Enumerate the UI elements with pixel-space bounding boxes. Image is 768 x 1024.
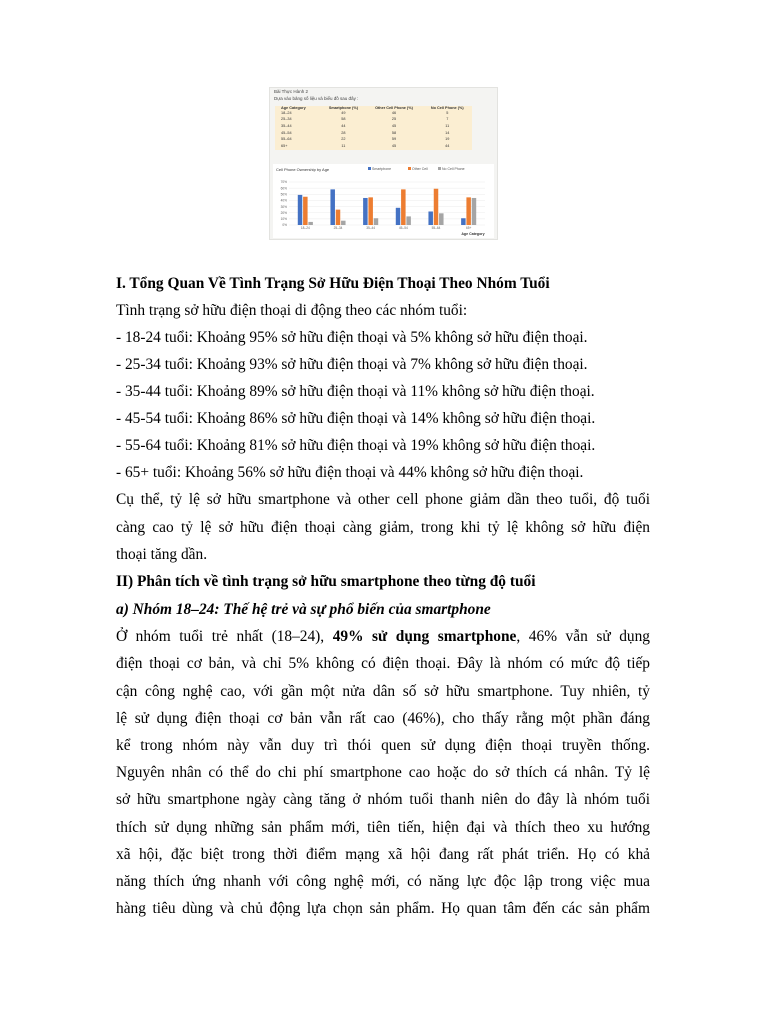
table-cell: 55–64: [281, 137, 292, 142]
y-tick-label: 60%: [280, 186, 287, 191]
bar: [472, 198, 477, 225]
paragraph-text: Ở nhóm tuổi trẻ nhất (18–24),: [116, 628, 333, 645]
table-header: Smartphone (%): [328, 106, 358, 110]
x-tick-label: 65+: [465, 226, 472, 230]
bar: [336, 210, 341, 225]
legend-label: No Cell Phone: [442, 167, 465, 171]
bar: [406, 216, 411, 225]
table-header: Age Category: [281, 106, 306, 110]
table-cell: 65+: [281, 144, 288, 149]
bar: [298, 195, 303, 225]
paragraph-line: kể trong nhóm này vẫn duy trì thói quen sử dụng điện thoại truyền thống.: [116, 737, 650, 754]
bar: [330, 189, 335, 225]
bar: [439, 213, 444, 225]
paragraph-line: hàng tiêu dùng và chủ động lựa chọn sản phẩm. Họ quan tâm đến các sản phẩm: [116, 900, 650, 917]
table-cell: 28: [341, 130, 346, 135]
x-axis-label: Age Category: [461, 232, 485, 236]
y-tick-label: 20%: [280, 210, 287, 215]
paragraph-line: điện thoại cơ bản, và chỉ 5% không có điện thoại. Đây là nhóm có mức độ tiếp: [116, 655, 650, 672]
list-item: - 18-24 tuổi: Khoảng 95% sở hữu điện thoại và 5% không sở hữu điện thoại.: [116, 329, 588, 346]
table-row: [275, 110, 472, 117]
section-heading-2: II) Phân tích về tình trạng sở hữu smartphone theo từng độ tuổi: [116, 573, 536, 590]
legend-swatch: [368, 167, 371, 170]
list-item: - 25-34 tuổi: Khoảng 93% sở hữu điện thoại và 7% không sở hữu điện thoại.: [116, 356, 588, 373]
x-tick-label: 55–64: [431, 226, 441, 230]
bar: [461, 218, 466, 225]
y-tick-label: 30%: [280, 204, 287, 209]
y-tick-label: 50%: [280, 192, 287, 197]
table-row: [275, 130, 472, 137]
table-cell: 11: [445, 124, 450, 129]
y-tick-label: 40%: [280, 198, 287, 203]
legend-label: Smartphone: [372, 167, 392, 171]
table-cell: 25–34: [281, 117, 292, 122]
chart-title: Cell Phone Ownership by Age: [276, 167, 330, 172]
paragraph-line: lệ sử dụng điện thoại cơ bản vẫn rất cao (46%), cho thấy rằng một phần đáng: [116, 710, 650, 727]
table-cell: 11: [341, 144, 346, 149]
table-cell: 25: [391, 117, 397, 122]
table-cell: 49: [341, 110, 346, 115]
list-item: - 65+ tuổi: Khoảng 56% sở hữu điện thoại và 44% không sở hữu điện thoại.: [116, 464, 584, 481]
bar: [396, 208, 401, 225]
paragraph-line: Nguyên nhân có thể do chi phí smartphone cao hoặc do sở thích cá nhân. Tỷ lệ: [116, 764, 650, 781]
table-cell: 19: [445, 137, 450, 142]
table-cell: 22: [341, 137, 346, 142]
y-tick-label: 0%: [282, 223, 287, 228]
paragraph-line: cận công nghệ cao, với gần một nửa dân số sở hữu smartphone. Tuy nhiên, tỷ: [116, 683, 650, 700]
bar: [428, 211, 433, 225]
y-tick-label: 70%: [280, 180, 287, 185]
legend-label: Other Cell: [412, 167, 428, 171]
paragraph-text: , 46% vẫn sử dụng: [516, 628, 650, 645]
legend-swatch: [408, 167, 411, 170]
table-row: [275, 143, 472, 150]
table-row: [275, 117, 472, 124]
table-cell: 59: [391, 137, 397, 142]
table-cell: 58: [391, 130, 397, 135]
bar-chart-svg: [273, 164, 494, 238]
summary-line: thoại tăng dần.: [116, 546, 208, 563]
table-cell: 44: [445, 144, 450, 149]
table-cell: 14: [445, 130, 450, 135]
summary-line: Cụ thể, tỷ lệ sở hữu smartphone và other cell phone giảm dần theo tuổi, độ tuổi: [116, 491, 650, 508]
table-cell: 44: [341, 124, 346, 129]
x-tick-label: 35–44: [366, 226, 376, 230]
table-cell: 5: [446, 110, 449, 115]
bar: [374, 218, 379, 225]
figure-title: Bài Thực Hành 2: [274, 89, 308, 94]
paragraph-line: năng thích ứng nhanh với công nghệ mới, có năng lực độc lập trong việc mua: [116, 873, 650, 890]
bar: [466, 197, 471, 225]
table-cell: 18–24: [281, 110, 292, 115]
table-cell: 45: [391, 144, 397, 149]
embedded-figure: [269, 87, 498, 240]
list-item: - 35-44 tuổi: Khoảng 89% sở hữu điện thoại và 11% không sở hữu điện thoại.: [116, 383, 595, 400]
table-cell: 35–44: [281, 124, 292, 129]
table-cell: 58: [341, 117, 346, 122]
paragraph-line: thích sử dụng những sản phẩm mới, tiên tiến, hiện đại và thích theo xu hướng: [116, 819, 650, 836]
table-header: Other Cell Phone (%): [375, 106, 413, 110]
list-item: - 45-54 tuổi: Khoảng 86% sở hữu điện thoại và 14% không sở hữu điện thoại.: [116, 410, 596, 427]
table-row: [275, 123, 472, 130]
bar-chart: [273, 164, 494, 238]
bar: [341, 221, 346, 225]
bar: [308, 222, 313, 225]
bar: [363, 198, 368, 225]
table-cell: 7: [446, 117, 449, 122]
table-cell: 45: [391, 124, 397, 129]
table-row: [275, 137, 472, 144]
bar: [368, 197, 373, 225]
x-tick-label: 45–54: [398, 226, 408, 230]
paragraph-bold-text: 49% sử dụng smartphone: [332, 628, 517, 645]
subheading-a: a) Nhóm 18–24: Thế hệ trẻ và sự phổ biến của smartphone: [116, 601, 491, 618]
figure-subtitle: Dựa vào bảng số liệu và biểu đồ sau đây :: [274, 96, 359, 101]
bar: [401, 189, 406, 225]
table-cell: 46: [391, 110, 397, 115]
section-heading-1: I. Tổng Quan Về Tình Trạng Sở Hữu Điện Thoại Theo Nhóm Tuổi: [116, 275, 550, 292]
x-tick-label: 25–34: [333, 226, 343, 230]
table-header: No Cell Phone (%): [430, 106, 464, 110]
table-cell: 45–54: [281, 130, 292, 135]
paragraph-line: [116, 628, 650, 646]
bar: [434, 189, 439, 225]
intro-line: Tình trạng sở hữu điện thoại di động theo các nhóm tuổi:: [116, 302, 468, 319]
x-tick-label: 18–24: [300, 226, 310, 230]
legend-swatch: [438, 167, 441, 170]
paragraph-line: xã hội, đặc biệt trong thời điểm mạng xã hội đang rất phát triển. Họ có khả: [116, 846, 650, 863]
list-item: - 55-64 tuổi: Khoảng 81% sở hữu điện thoại và 19% không sở hữu điện thoại.: [116, 437, 596, 454]
bar: [303, 197, 308, 225]
paragraph-line: sở hữu smartphone ngày càng tăng ở nhóm tuổi thanh niên do đây là nhóm tuổi: [116, 791, 650, 808]
ownership-table: [275, 106, 472, 150]
y-tick-label: 10%: [280, 217, 287, 222]
summary-line: càng cao tỷ lệ sở hữu điện thoại càng giảm, trong khi tỷ lệ không sở hữu điện: [116, 519, 650, 536]
